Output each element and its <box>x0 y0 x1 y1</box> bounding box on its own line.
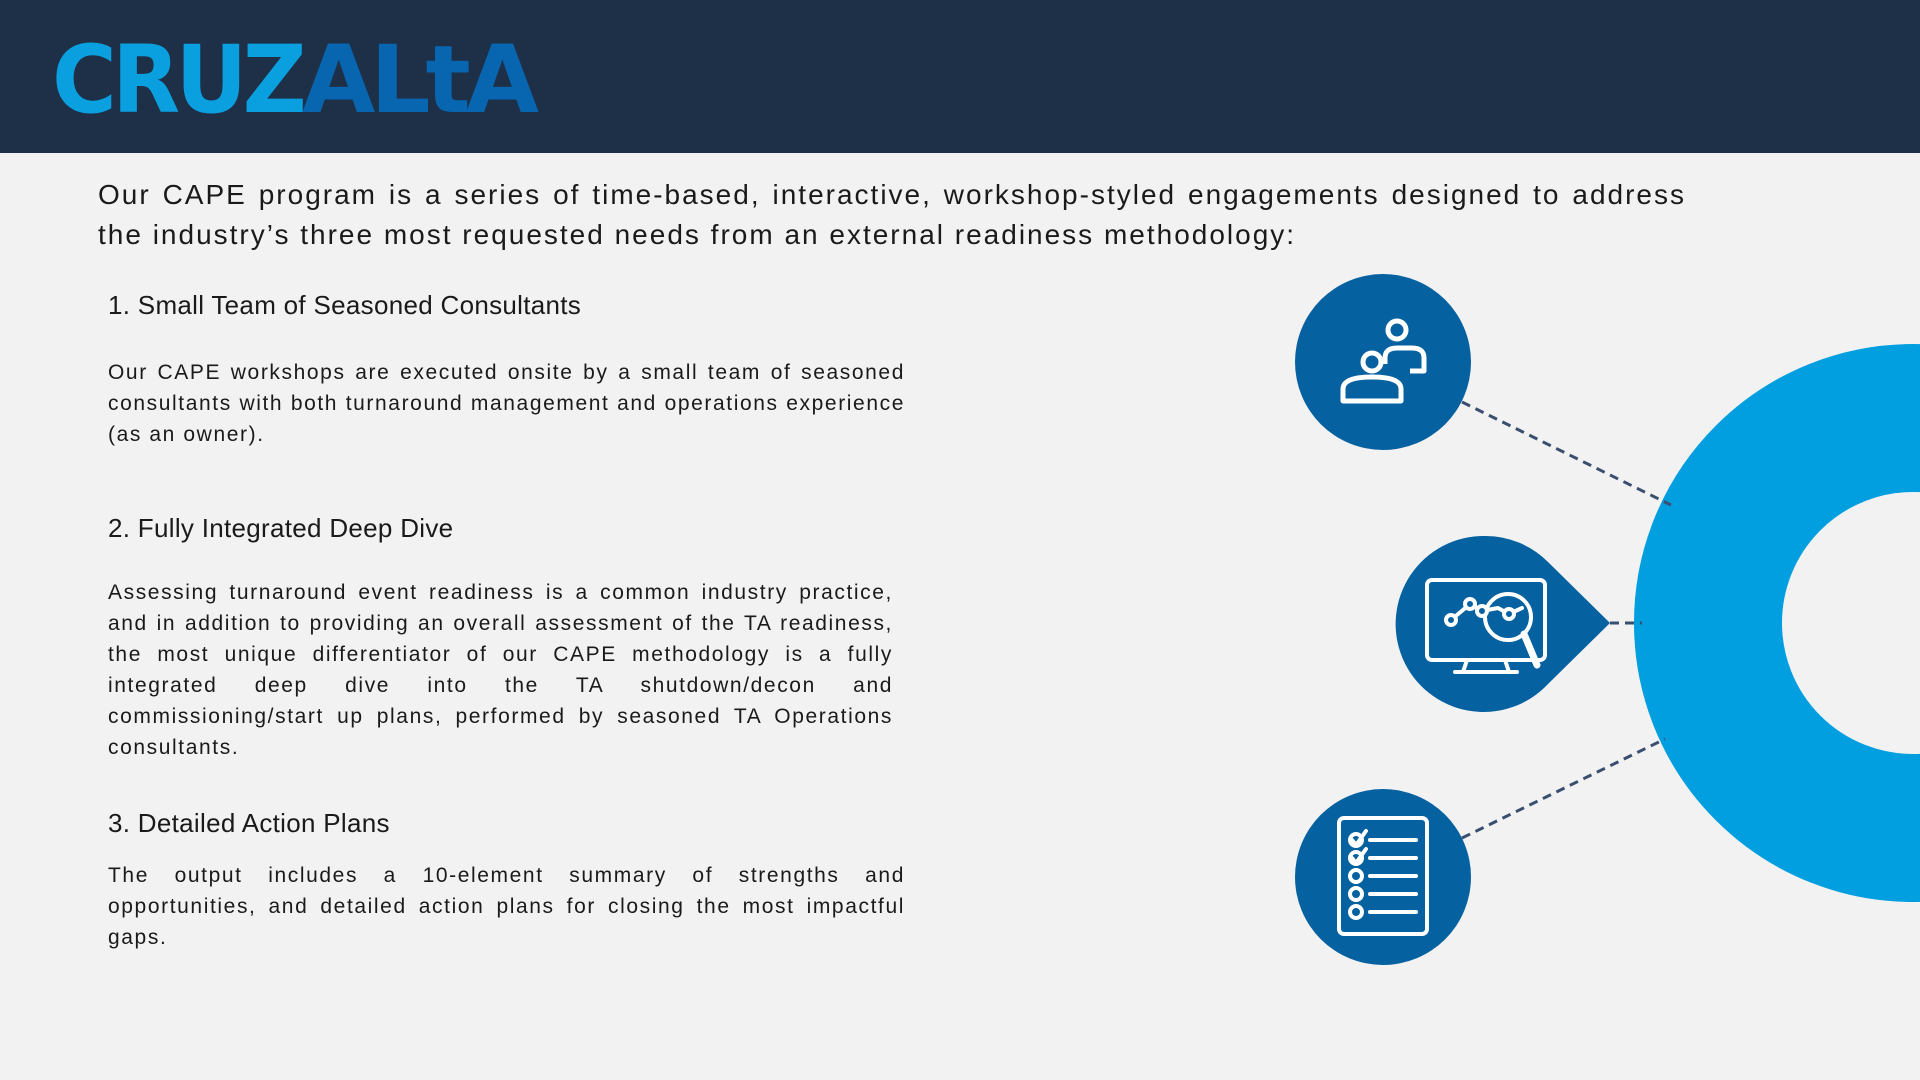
section-title-action-plans: 3. Detailed Action Plans <box>108 808 390 838</box>
cruzalta-logo <box>52 20 552 130</box>
section-body-action-plans: The output includes a 10-element summary of strengths and opportunities, and detailed action plans for closing the most impactful gaps. <box>108 864 905 949</box>
svg-text:CRUZ: CRUZ <box>52 26 303 130</box>
section-title-deep-dive: 2. Fully Integrated Deep Dive <box>108 513 454 543</box>
monitor-circle <box>1396 536 1610 712</box>
section-body-deep-dive: Assessing turnaround event readiness is a common industry practice, and in addition to providing an overall assessment of the TA readiness, the most unique differentiator of our CAPE methodology is a fully integrated deep dive into the TA shutdown/decon and commissioning/start up plans, performed by seasoned TA Operations consultants. <box>108 581 893 759</box>
team-icon <box>1343 321 1424 401</box>
team-circle <box>1295 274 1471 450</box>
section-title-seasoned-consultants: 1. Small Team of Seasoned Consultants <box>108 290 582 320</box>
connector-line-bottom <box>1462 739 1665 838</box>
ring-shape <box>1708 418 1920 828</box>
checklist-icon <box>1339 818 1427 934</box>
connector-line-top <box>1462 402 1671 505</box>
section-body-seasoned-consultants: Our CAPE workshops are executed onsite by a small team of seasoned consultants with both turnaround management and operations experience (as an owner). <box>108 361 905 446</box>
intro-paragraph: Our CAPE program is a series of time-based, interactive, workshop-styled engagements designed to address the industry’s three most requested needs from an external readiness methodology: <box>98 179 1686 250</box>
header-bar <box>0 0 1920 153</box>
svg-text:ALtA: ALtA <box>302 26 540 130</box>
checklist-circle <box>1295 789 1471 965</box>
monitor-analytics-icon <box>1427 580 1545 672</box>
